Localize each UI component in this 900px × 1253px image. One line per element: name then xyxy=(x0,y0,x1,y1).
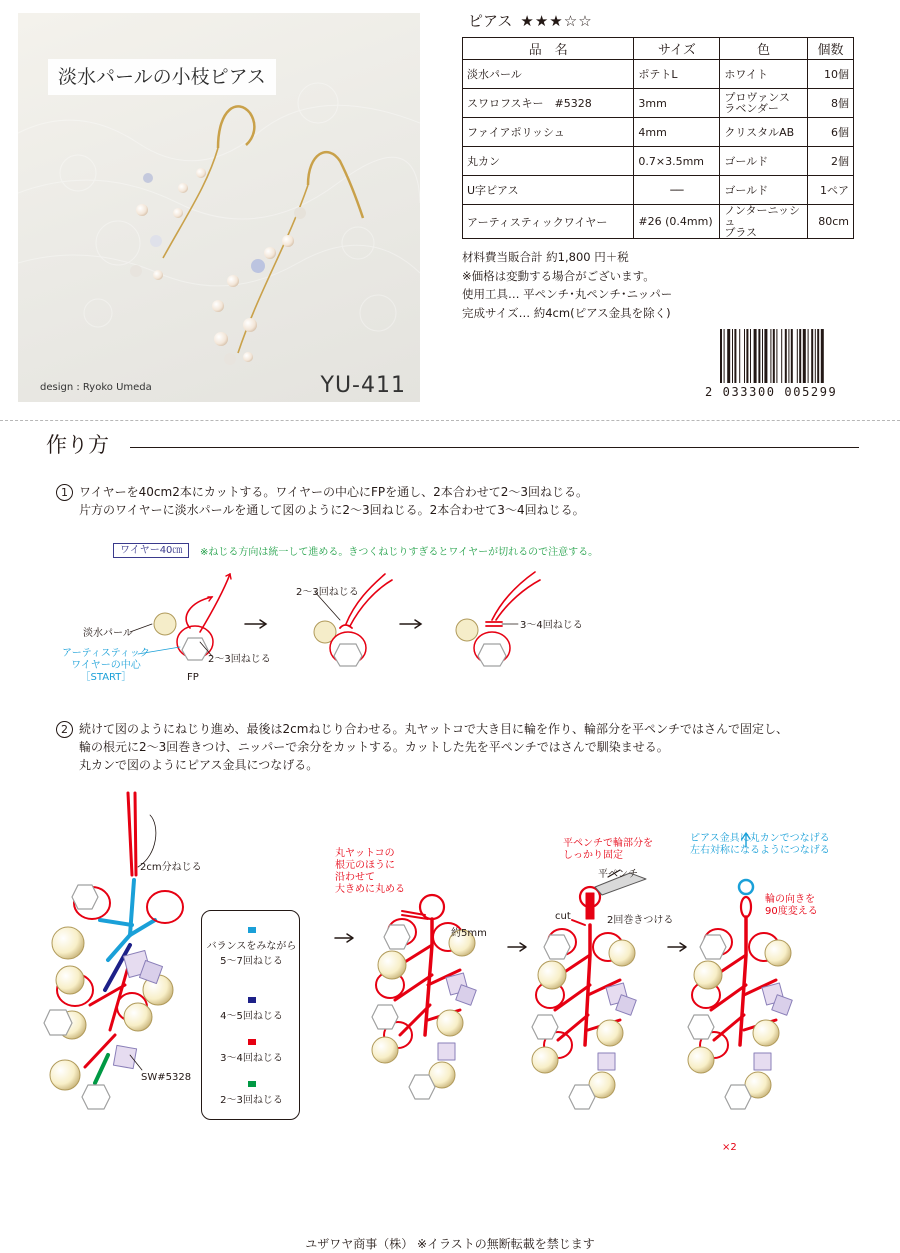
table-row xyxy=(463,176,854,205)
cell-name: アーティスティックワイヤー xyxy=(463,205,634,239)
right-earring xyxy=(212,152,363,365)
legend-swatch-green xyxy=(248,1081,256,1087)
cell-size: 4mm xyxy=(634,118,720,147)
step-1-text xyxy=(56,483,588,519)
header-size: サイズ xyxy=(634,38,720,60)
flat-plier-label: 平ペンチ xyxy=(598,869,638,880)
step-1-line-1: ワイヤーを40cm2本にカットする。ワイヤーの中心にFPを通し、2本合わせて2〜3回ねじる。 xyxy=(79,485,589,499)
wire-center-label: アーティスティック ワイヤーの中心 ［START］ xyxy=(62,648,150,683)
header-name: 品 名 xyxy=(463,38,634,60)
pearl-label: 淡水パール xyxy=(83,628,133,639)
cell-size: 3mm xyxy=(634,89,720,118)
footer-copyright: ユザワヤ商事（株） ※イラストの無断転載を禁じます xyxy=(305,1237,595,1251)
cell-qty: 1ペア xyxy=(808,176,854,205)
left-earring xyxy=(130,106,254,280)
cell-name: スワロフスキー #5328 xyxy=(463,89,634,118)
legend-label: 4〜5回ねじる xyxy=(220,1011,283,1022)
cell-color: ホワイト xyxy=(720,60,808,89)
twist-c-label: 3〜4回ねじる xyxy=(520,620,583,631)
section-rule xyxy=(130,447,859,448)
cell-qty: 6個 xyxy=(808,118,854,147)
cell-color: クリスタルAB xyxy=(720,118,808,147)
step-2-line-3: 丸カンで図のようにピアス金具につなげる。 xyxy=(79,758,319,772)
table-row xyxy=(463,147,854,176)
legend-swatch-light-blue xyxy=(248,927,256,933)
wire-length-label: ワイヤー40㎝ xyxy=(113,543,189,558)
table-row xyxy=(463,205,854,239)
difficulty-heading xyxy=(468,10,593,31)
notes xyxy=(462,248,672,322)
legend-item xyxy=(202,1039,301,1064)
note-price-change: ※価格は変動する場合がございます。 xyxy=(462,268,655,283)
table-row xyxy=(463,118,854,147)
ring-direction-note: 輪の向きを 90度変える xyxy=(765,894,818,917)
cell-color: プロヴァンス ラベンダー xyxy=(720,89,808,118)
legend-label: バランスをみながら 5〜7回ねじる xyxy=(206,941,297,967)
note-price: 材料費当販合計 約1,800 円＋税 xyxy=(462,250,629,264)
cell-qty: 80cm xyxy=(808,205,854,239)
flat-plier-note: 平ペンチで輪部分を しっかり固定 xyxy=(563,838,653,861)
cell-name: 淡水パール xyxy=(463,60,634,89)
note-size: 完成サイズ… 約4cm(ピアス金具を除く) xyxy=(462,305,671,320)
designer-credit: design : Ryoko Umeda xyxy=(40,382,152,393)
twist-b-label: 2〜3回ねじる xyxy=(296,587,359,598)
table-header-row xyxy=(463,38,854,60)
header-color: 色 xyxy=(720,38,808,60)
legend-item xyxy=(202,997,301,1022)
barcode-icon xyxy=(720,329,856,385)
note-tools: 使用工具… 平ペンチ･丸ペンチ･ニッパー xyxy=(462,287,673,301)
cell-qty: 2個 xyxy=(808,147,854,176)
step-1-line-2: 片方のワイヤーに淡水パールを通して図のように2〜3回ねじる。2本合わせて3〜4回ねじる。 xyxy=(79,503,585,517)
category-label: ピアス xyxy=(468,12,513,30)
cell-color: ゴールド xyxy=(720,176,808,205)
cell-size: 0.7×3.5mm xyxy=(634,147,720,176)
product-code: YU-411 xyxy=(320,373,406,398)
step-2-text xyxy=(56,720,788,774)
legend-label: 3〜4回ねじる xyxy=(220,1053,283,1064)
step-2-line-1: 続けて図のようにねじり進め、最後は2cmねじり合わせる。丸ヤットコで大き目に輪を作り、輪部分を平ペンチではさんで固定し、 xyxy=(79,722,788,736)
round-plier-note: 丸ヤットコの 根元のほうに 沿わせて 大きめに丸める xyxy=(335,848,405,895)
section-title: 作り方 xyxy=(46,433,109,457)
cell-name: U字ピアス xyxy=(463,176,634,205)
times-two-label: ×2 xyxy=(722,1142,737,1153)
twist-legend xyxy=(201,910,300,1120)
cell-qty: 8個 xyxy=(808,89,854,118)
cut-label: cut xyxy=(555,911,571,922)
earring-note: ピアス金具に丸カンでつなげる 左右対称になるようにつなげる xyxy=(690,833,830,856)
cell-name: ファイアポリッシュ xyxy=(463,118,634,147)
difficulty-stars: ★★★☆☆ xyxy=(520,12,593,30)
cell-color: ノンターニッシュ ブラス xyxy=(720,205,808,239)
table-row xyxy=(463,60,854,89)
cell-qty: 10個 xyxy=(808,60,854,89)
step-2-number: 2 xyxy=(56,721,73,738)
twist-direction-note: ※ねじる方向は統一して進める。きつくねじりすぎるとワイヤーが切れるので注意する。 xyxy=(200,547,599,558)
fp-label: FP xyxy=(187,672,199,683)
twist-2cm-label: 2cm分ねじる xyxy=(140,862,202,873)
step-1-number: 1 xyxy=(56,484,73,501)
legend-item xyxy=(202,1081,301,1106)
product-photo xyxy=(18,13,420,402)
cell-size: ポテトL xyxy=(634,60,720,89)
legend-swatch-red xyxy=(248,1039,256,1045)
product-title: 淡水パールの小枝ピアス xyxy=(48,59,276,95)
legend-item xyxy=(202,927,301,967)
approx-5mm-label: 約5mm xyxy=(451,928,487,939)
legend-swatch-navy xyxy=(248,997,256,1003)
cell-size: ── xyxy=(634,176,720,205)
cell-size: #26 (0.4mm) xyxy=(634,205,720,239)
wrap-label: 2回巻きつける xyxy=(607,915,674,926)
step-2-line-2: 輪の根元に2〜3回巻きつけ、ニッパーで余分をカットする。カットした先を平ペンチではさんで馴染ませる。 xyxy=(79,740,669,754)
header-qty: 個数 xyxy=(808,38,854,60)
sw-label: SW#5328 xyxy=(141,1072,192,1083)
cell-name: 丸カン xyxy=(463,147,634,176)
dashed-divider xyxy=(0,420,900,421)
table-row xyxy=(463,89,854,118)
twist-a-label: 2〜3回ねじる xyxy=(208,654,271,665)
cell-color: ゴールド xyxy=(720,147,808,176)
legend-label: 2〜3回ねじる xyxy=(220,1095,283,1106)
barcode-number: 2 033300 005299 xyxy=(705,385,838,399)
materials-table xyxy=(462,37,854,239)
